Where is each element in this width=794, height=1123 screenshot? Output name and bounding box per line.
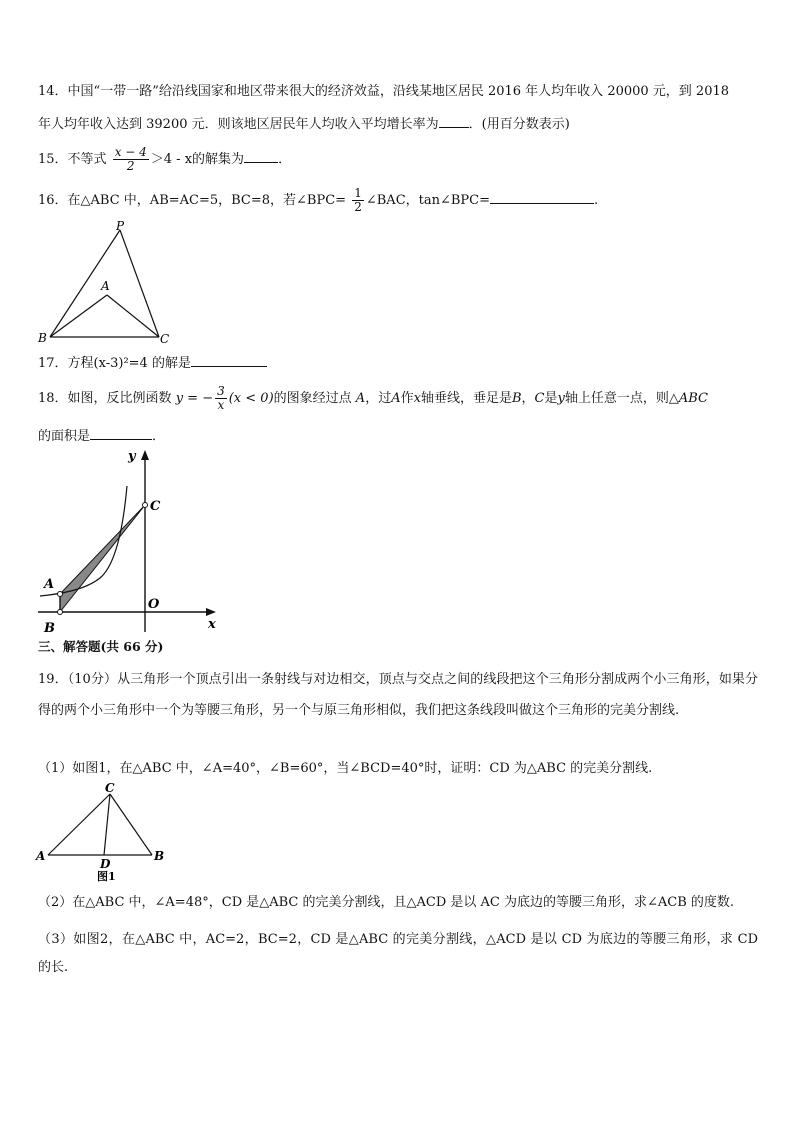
q18-func: y = −	[175, 391, 214, 406]
q18-mid5: ，	[521, 391, 535, 406]
q16-answer-blank[interactable]	[490, 191, 594, 204]
q18-fraction-den: x	[217, 398, 225, 412]
q19-line-cb	[110, 794, 152, 855]
q16-fraction	[352, 187, 364, 214]
section3-title: 三、解答题(共 66 分)	[38, 639, 164, 654]
q15-suffix: 的解集为	[192, 152, 245, 167]
q18-x-axis-arrow	[206, 608, 216, 616]
q18-label-x: x	[208, 617, 216, 632]
q18-end: ．	[152, 429, 166, 444]
q18-x-axis: x	[413, 391, 421, 406]
q19-figure1	[30, 780, 180, 886]
q18-mid6: 是	[544, 391, 558, 406]
q18-mid2: ，过	[365, 391, 392, 406]
q18-point-b-dot	[58, 610, 63, 615]
q18-mid7: 轴上任意一点，则△	[564, 391, 679, 406]
q16-label-a: A	[101, 279, 110, 293]
q17-answer-blank[interactable]	[191, 354, 267, 367]
q18-point-a-dot	[58, 592, 63, 597]
q14-answer-blank[interactable]	[439, 115, 469, 128]
q15	[38, 140, 291, 180]
q16-label-c: C	[160, 332, 170, 346]
q16-fraction-den: 2	[354, 200, 362, 214]
q18-line2-text: 的面积是	[38, 429, 91, 444]
q18-figure	[30, 446, 230, 636]
q18-mid: 的图象经过点	[273, 391, 352, 406]
q19-line-cd	[104, 794, 110, 855]
q19-line-ac	[48, 794, 110, 855]
q14-line2	[38, 115, 570, 134]
q18-mid3: 作	[400, 391, 414, 406]
q16-label-p: P	[116, 219, 125, 233]
q16-figure	[30, 218, 180, 350]
q15-fraction-num: x − 4	[114, 145, 147, 159]
q16-end: .	[594, 193, 599, 208]
q19-label-c: C	[105, 781, 115, 795]
q19-intro: 19．（10分）从三角形一个顶点引出一条射线与对边相交，顶点与交点之间的线段把这个三角形分割成两个小三角形，如果分得的两个小三角形中一个为等腰三角形，另一个与原三角形相似，我们把这条线段叫做这个三角形的完美分割线.	[38, 672, 758, 718]
q18-y-axis-arrow	[141, 450, 149, 460]
q15-fraction-den: 2	[126, 159, 135, 173]
q19-part2: （2）在△ABC 中，∠A=48°，CD 是△ABC 的完美分割线，且△ACD 是以 AC 为底边的等腰三角形，求∠ACB 的度数.	[38, 895, 735, 910]
q18-line2	[38, 427, 165, 446]
q18-fraction	[215, 385, 227, 412]
q15-answer-blank[interactable]	[244, 150, 278, 163]
q14-text-a: 年人均年收入达到 39200 元．则该地区居民年人均收入平均增长率为	[38, 117, 439, 132]
q16-label-b: B	[38, 331, 47, 345]
q15-fraction	[113, 146, 149, 173]
q17	[38, 354, 267, 373]
q18-y-axis: y	[557, 391, 565, 406]
q15-prefix: 15．不等式	[38, 152, 107, 167]
q18-label-c: C	[150, 499, 161, 514]
q19-label-d: D	[100, 857, 111, 871]
q16	[38, 181, 598, 221]
q18-point-a: A	[355, 391, 366, 406]
q18-fraction-num: 3	[217, 384, 225, 398]
q18-triangle-abc: ABC	[678, 391, 709, 406]
q19-figure1-caption: 图1	[97, 870, 116, 883]
q19-label-b: B	[154, 849, 165, 863]
q17-text: 17．方程(x-3)²=4 的解是	[38, 356, 191, 371]
q18-label-y: y	[128, 449, 136, 464]
q18-label-b: B	[44, 621, 55, 636]
q18-label-o: O	[148, 597, 160, 612]
q18-answer-blank[interactable]	[90, 427, 152, 440]
q15-mid: ＞4 - x	[150, 152, 193, 167]
q15-end: ．	[278, 152, 292, 167]
q19-part3: （3）如图2，在△ABC 中，AC=2，BC=2，CD 是△ABC 的完美分割线，△ACD 是以 CD 为底边的等腰三角形，求 CD 的长.	[38, 932, 758, 975]
q16-prefix: 16．在△ABC 中，AB=AC=5，BC=8，若∠BPC=	[38, 193, 347, 208]
q19-part1: （1）如图1，在△ABC 中，∠A=40°，∠B=60°，当∠BCD=40°时，证明：CD 为△ABC 的完美分割线.	[38, 761, 653, 776]
q18-point-a2: A	[391, 391, 401, 406]
q18-line1	[38, 380, 708, 418]
q16-fraction-num: 1	[354, 186, 362, 200]
q14-line1: 14．中国“一带一路”给沿线国家和地区带来很大的经济效益，沿线某地区居民 2016 年人均年收入 20000 元，到 2018	[38, 84, 730, 99]
q16-line-ba	[50, 295, 107, 337]
q18-triangle-shaded	[60, 505, 145, 612]
q14-text-b: ．(用百分数表示)	[468, 117, 570, 132]
q16-suffix: ∠BAC，tan∠BPC=	[365, 193, 491, 208]
q18-prefix: 18．如图，反比例函数	[38, 391, 172, 406]
q18-mid4: 轴垂线，垂足是	[420, 391, 512, 406]
q18-point-c: C	[534, 391, 545, 406]
q18-point-c-dot	[143, 503, 148, 508]
q18-label-a: A	[44, 577, 55, 592]
q18-point-b: B	[511, 391, 522, 406]
q18-domain: (x < 0)	[228, 391, 274, 406]
q19-label-a: A	[36, 849, 46, 863]
